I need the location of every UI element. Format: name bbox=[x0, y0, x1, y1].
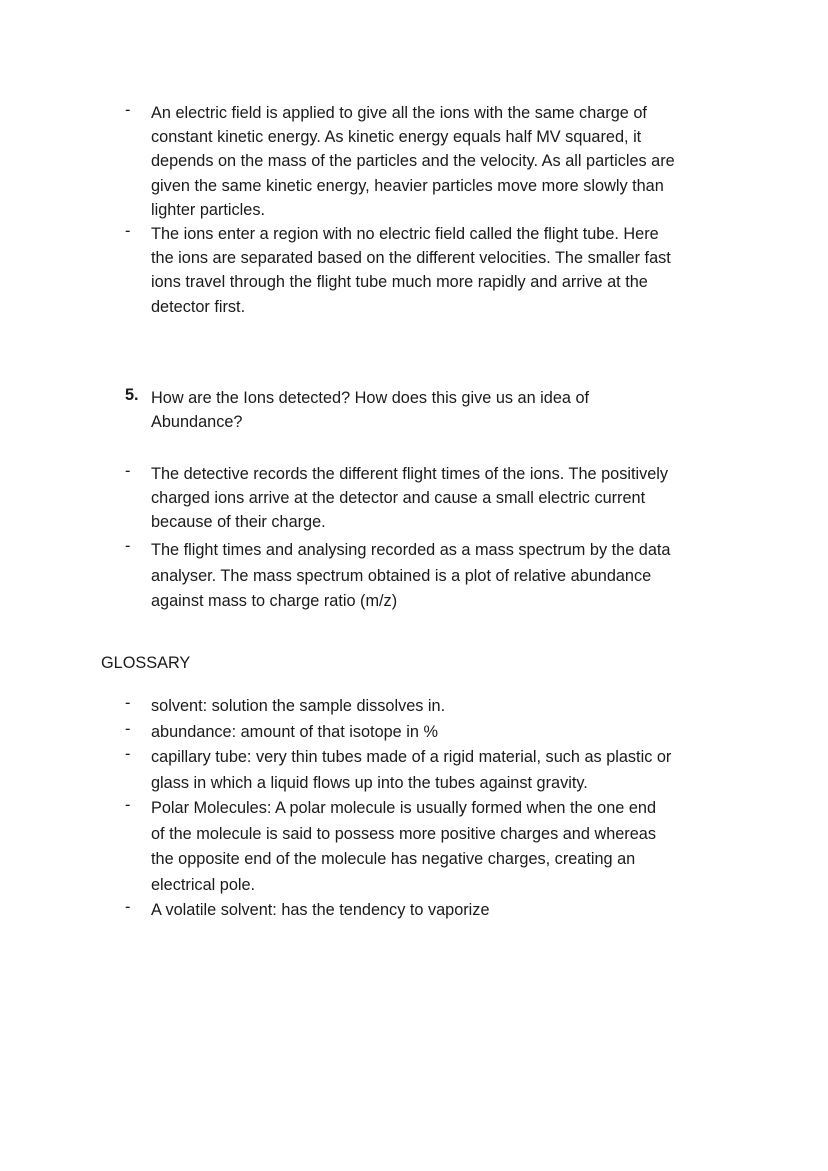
glossary-item bbox=[0, 796, 828, 898]
text-line: the opposite end of the molecule has negative charges, creating an bbox=[151, 850, 636, 868]
text-line: An electric field is applied to give all the ions with the same charge of bbox=[151, 104, 647, 122]
text-line: depends on the mass of the particles and the velocity. As all particles are bbox=[151, 152, 675, 171]
bullet-dash: - bbox=[125, 898, 131, 916]
bullet-dash: - bbox=[125, 221, 131, 240]
text-line: The detective records the different flight times of the ions. The positively bbox=[151, 465, 669, 483]
text-line: glass in which a liquid flows up into the tubes against gravity. bbox=[151, 773, 588, 792]
question-number: 5. bbox=[125, 386, 139, 404]
text-line: the ions are separated based on the different velocities. The smaller fast bbox=[151, 249, 671, 268]
glossary-item bbox=[0, 694, 828, 720]
text-line: lighter particles. bbox=[151, 200, 266, 219]
text-line: The ions enter a region with no electric field called the flight tube. Here bbox=[151, 224, 659, 243]
text-line: against mass to charge ratio (m/z) bbox=[151, 591, 398, 610]
glossary-item bbox=[0, 720, 828, 746]
text-line: ions travel through the flight tube much more rapidly and arrive at the bbox=[151, 273, 648, 292]
glossary-heading: GLOSSARY bbox=[101, 654, 191, 672]
bullet-dash: - bbox=[125, 796, 131, 814]
text-line: Abundance? bbox=[151, 413, 243, 432]
text-line: capillary tube: very thin tubes made of a rigid material, such as plastic or bbox=[151, 748, 672, 766]
text-line: How are the Ions detected? How does this give us an idea of bbox=[151, 389, 590, 407]
text-line: because of their charge. bbox=[151, 513, 326, 532]
bullet-dash: - bbox=[125, 719, 131, 738]
text-line: A volatile solvent: has the tendency to vaporize bbox=[151, 901, 490, 919]
question-heading bbox=[0, 386, 828, 434]
text-line: The flight times and analysing recorded as a mass spectrum by the data bbox=[151, 540, 671, 559]
text-line: solvent: solution the sample dissolves in. bbox=[151, 697, 446, 715]
question-5 bbox=[0, 386, 828, 434]
section5-bullet-list bbox=[0, 462, 828, 613]
bullet-dash: - bbox=[125, 536, 131, 555]
text-line: charged ions arrive at the detector and cause a small electric current bbox=[151, 489, 646, 508]
text-line: analyser. The mass spectrum obtained is a plot of relative abundance bbox=[151, 566, 652, 585]
bullet-dash: - bbox=[125, 462, 131, 480]
text-line: given the same kinetic energy, heavier particles move more slowly than bbox=[151, 176, 664, 195]
bullet-dash: - bbox=[125, 694, 131, 712]
glossary-list bbox=[0, 694, 828, 922]
text-line: Polar Molecules: A polar molecule is usually formed when the one end bbox=[151, 799, 657, 817]
bullet-dash: - bbox=[125, 101, 131, 119]
list-item bbox=[0, 222, 828, 319]
text-line: of the molecule is said to possess more positive charges and whereas bbox=[151, 824, 656, 843]
glossary-item bbox=[0, 898, 828, 922]
text-line: constant kinetic energy. As kinetic energy equals half MV squared, it bbox=[151, 128, 642, 147]
text-line: detector first. bbox=[151, 297, 246, 316]
section4-bullet-list bbox=[0, 101, 828, 319]
list-item bbox=[0, 462, 828, 535]
glossary-item bbox=[0, 745, 828, 796]
bullet-dash: - bbox=[125, 745, 131, 763]
list-item bbox=[0, 101, 828, 222]
text-line: electrical pole. bbox=[151, 875, 256, 894]
text-line: abundance: amount of that isotope in % bbox=[151, 722, 438, 741]
list-item bbox=[0, 537, 828, 613]
